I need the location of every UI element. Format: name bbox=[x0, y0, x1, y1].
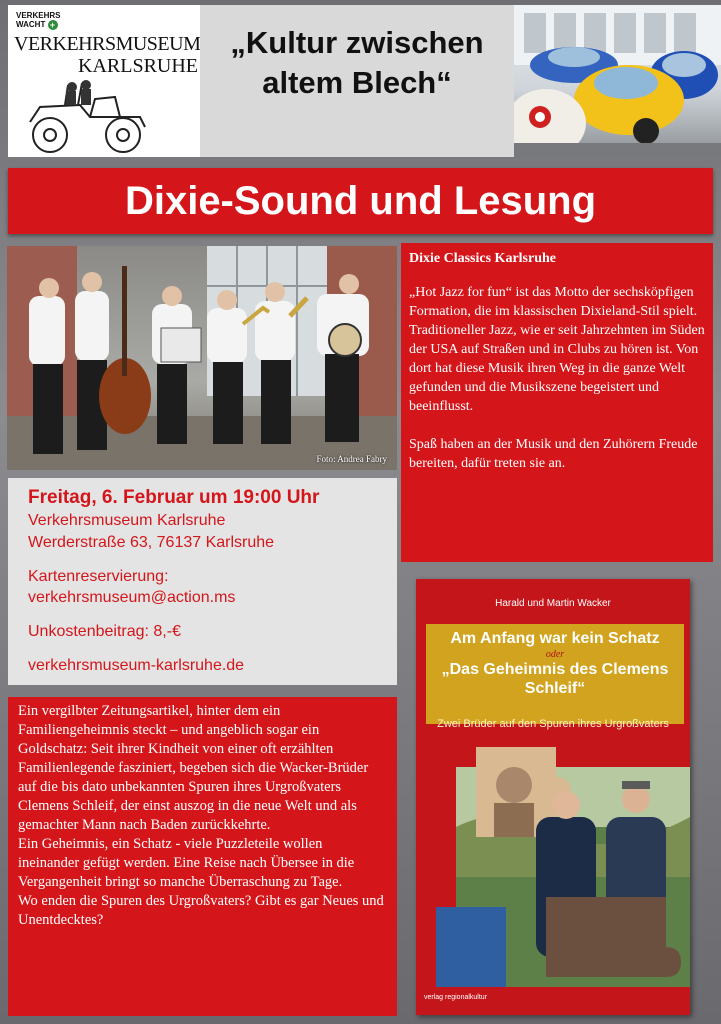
photo-credit: Foto: Andrea Fabry bbox=[316, 454, 387, 464]
entry-fee: Unkostenbeitrag: 8,-€ bbox=[28, 623, 181, 640]
plus-icon: + bbox=[48, 20, 58, 30]
book-title-band bbox=[426, 624, 684, 724]
verkehrswacht-badge-text: VERKEHRS WACHT bbox=[16, 11, 61, 30]
event-date: Freitag, 6. Februar um 19:00 Uhr bbox=[28, 487, 320, 508]
book-title-second: „Das Geheimnis des Clemens Schleif“ bbox=[441, 661, 669, 697]
vintage-car-illustration bbox=[20, 77, 150, 157]
slogan-panel bbox=[200, 5, 514, 157]
logo-line2: KARLSRUHE bbox=[78, 55, 199, 77]
book-subtitle: Zwei Brüder auf den Spuren ihres Urgroßvaters bbox=[437, 718, 669, 730]
book-title-main: Am Anfang war kein Schatz bbox=[450, 630, 660, 647]
reading-description-panel bbox=[8, 697, 397, 1016]
verkehrswacht-badge bbox=[16, 11, 68, 31]
band-description-panel bbox=[401, 243, 713, 562]
book-cover-photo bbox=[436, 747, 690, 987]
event-address: Werderstraße 63, 76137 Karlsruhe bbox=[28, 534, 275, 551]
book-publisher: verlag regionalkultur bbox=[424, 994, 488, 1001]
website-link[interactable]: verkehrsmuseum-karlsruhe.de bbox=[28, 657, 245, 674]
band-name-heading: Dixie Classics Karlsruhe bbox=[409, 251, 556, 266]
reservation-label: Kartenreservierung: bbox=[28, 568, 169, 585]
cars-photo-drawing bbox=[514, 5, 721, 157]
logo-line1: VERKEHRSMUSEUM bbox=[14, 33, 201, 55]
book-cover bbox=[416, 579, 690, 1015]
book-title-oder: oder bbox=[545, 649, 565, 660]
museum-logo bbox=[8, 5, 200, 157]
slogan-text: „Kultur zwischen altem Blech“ bbox=[230, 25, 484, 100]
event-title-banner bbox=[8, 168, 713, 234]
event-info-panel bbox=[8, 478, 397, 685]
band-photo-drawing bbox=[7, 246, 397, 470]
book-authors: Harald und Martin Wacker bbox=[495, 598, 611, 609]
event-venue: Verkehrsmuseum Karlsruhe bbox=[28, 512, 226, 529]
band-photo bbox=[7, 246, 397, 470]
event-title: Dixie-Sound und Lesung bbox=[124, 179, 597, 223]
reading-description-text: Ein vergilbter Zeitungsartikel, hinter dem ein Familiengeheimnis steckt – und angeblich sogar ein Goldschatz: Seit ihrer Kindheit von einer oft erzählten Familienlegende fasziniert, begeben sich die Wacker-Brüder auf die bis dato unbekannten Spuren ihres Urgroßvaters Clemens Schleif, der einst auszog in die neue Welt und als gemachter Mann nach Baden zurückkehrte. Ein Geheimnis, ein Schatz - viele Puzzleteile wollen ineinander gefügt werden. Eine Reise nach Übersee in die Vergangenheit bringt so manche Überraschung zu Tage. Wo enden die Spuren des Urgroßvaters? Gibt es gar Neues und Unentdecktes? bbox=[18, 703, 384, 928]
museum-cars-photo bbox=[514, 5, 721, 157]
band-description-text: „Hot Jazz for fun“ ist das Motto der sechsköpfigen Formation, die im klassischen Dixieland-Stil spielt. Traditioneller Jazz, wie er seit Jahrzehnten im Süden der USA auf Straßen und in Clubs zu hören ist. Von dort hat diese Musik ihren Weg in die ganze Welt gefunden und die Musikszene begeistert und beeinflusst. Spaß haben an der Musik und den Zuhörern Freude bereiten, dafür treten sie an. bbox=[409, 285, 705, 471]
reservation-email-link[interactable]: verkehrsmuseum@action.ms bbox=[28, 589, 236, 606]
